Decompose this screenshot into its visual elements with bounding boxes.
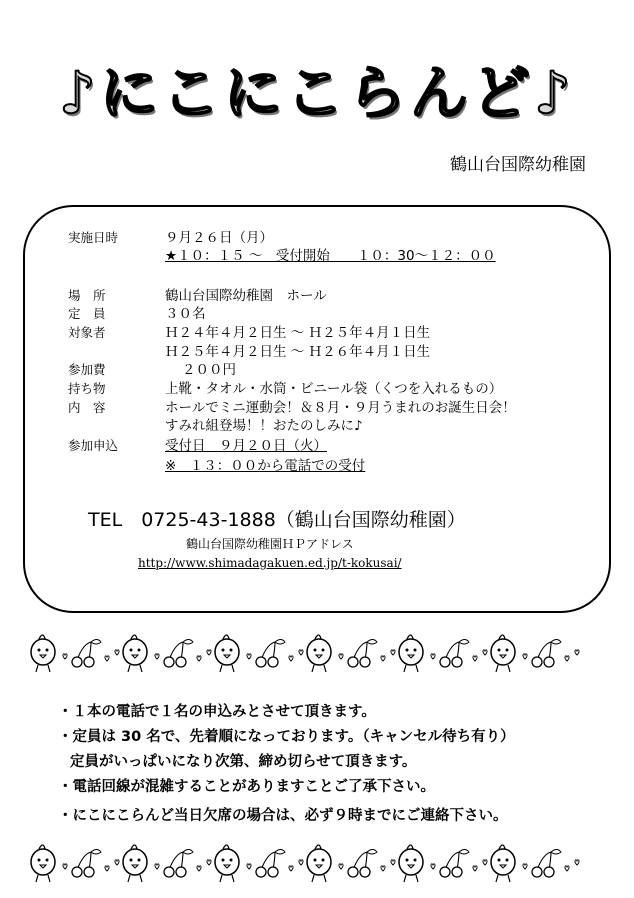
target-value-1: Ｈ２４年４月２日生 ～ Ｈ２５年４月１日生: [165, 325, 431, 341]
heart-icon: [381, 866, 385, 871]
notes-list: [58, 700, 515, 829]
note-item: ・にこにこらんど当日欠席の場合は、必ず９時までにご連絡下さい。: [58, 808, 508, 824]
heart-icon: [483, 860, 487, 865]
cherry-icon: [440, 640, 469, 668]
heart-icon: [105, 866, 109, 871]
heart-icon: [207, 650, 211, 655]
page-title: ♪にこにこらんど♪: [58, 59, 576, 127]
heart-icon: [115, 650, 119, 655]
apply-value-1: 受付日 ９月２０日（火）: [165, 438, 327, 454]
cherry-icon: [348, 640, 377, 668]
heart-icon: [431, 864, 435, 869]
decorative-chick-border-bottom: [25, 842, 615, 886]
heart-icon: [523, 864, 527, 869]
chick-icon: [215, 635, 239, 672]
note-item: 定員がいっぱいになり次第、締め切らせて頂きます。: [70, 754, 417, 770]
chick-icon: [491, 635, 515, 672]
fee-label: 参加費: [68, 362, 106, 377]
date-label: 実施日時: [68, 230, 119, 245]
homepage-url[interactable]: http://www.shimadagakuen.ed.jp/t-kokusai/: [138, 556, 402, 570]
heart-icon: [115, 860, 119, 865]
apply-value-2: ※ １３：００から電話での受付: [165, 458, 366, 474]
cherry-icon: [256, 850, 285, 878]
chick-icon: [215, 845, 239, 882]
heart-icon: [247, 654, 251, 659]
note-item: ・１本の電話で１名の申込みとさせて頂きます。: [58, 704, 376, 720]
heart-icon: [431, 654, 435, 659]
note-item: ・定員は 30 名で、先着順になっております。（キャンセル待ち有り）: [58, 729, 515, 745]
cherry-icon: [256, 640, 285, 668]
heart-icon: [391, 860, 395, 865]
cherry-icon: [532, 640, 561, 668]
telephone-number: TEL 0725-43-1888（鶴山台国際幼稚園）: [88, 509, 466, 531]
heart-icon: [197, 656, 201, 661]
target-label: 対象者: [68, 325, 106, 340]
heart-icon: [289, 656, 293, 661]
heart-icon: [247, 864, 251, 869]
heart-icon: [299, 650, 303, 655]
cherry-icon: [72, 850, 101, 878]
heart-icon: [63, 654, 67, 659]
chick-icon: [307, 845, 331, 882]
homepage-label: 鶴山台国際幼稚園ＨＰアドレス: [186, 537, 354, 551]
items-label: 持ち物: [68, 381, 106, 396]
cherry-icon: [164, 850, 193, 878]
place-label: 場 所: [68, 288, 106, 303]
heart-icon: [197, 866, 201, 871]
heart-icon: [339, 864, 343, 869]
heart-icon: [63, 864, 67, 869]
heart-icon: [575, 860, 579, 865]
date-value: ９月２６日（月）: [165, 230, 273, 246]
chick-icon: [399, 635, 423, 672]
heart-icon: [339, 654, 343, 659]
heart-icon: [575, 650, 579, 655]
heart-icon: [207, 860, 211, 865]
decorative-chick-border-top: [25, 632, 615, 676]
content-value-2: すみれ組登場！！おたのしみに♪: [165, 418, 363, 434]
heart-icon: [289, 866, 293, 871]
content-label: 内 容: [68, 400, 106, 415]
heart-icon: [523, 654, 527, 659]
heart-icon: [483, 650, 487, 655]
cherry-icon: [348, 850, 377, 878]
cherry-icon: [72, 640, 101, 668]
chick-icon: [123, 845, 147, 882]
heart-icon: [473, 656, 477, 661]
chick-icon: [31, 635, 55, 672]
chick-icon: [307, 635, 331, 672]
heart-icon: [299, 860, 303, 865]
chick-icon: [399, 845, 423, 882]
cherry-icon: [532, 850, 561, 878]
chick-icon: [491, 845, 515, 882]
heart-icon: [381, 656, 385, 661]
capacity-value: ３０名: [165, 306, 206, 322]
heart-icon: [565, 866, 569, 871]
content-value-1: ホールでミニ運動会！＆８月・９月うまれのお誕生日会！: [165, 400, 516, 416]
heart-icon: [105, 656, 109, 661]
time-value: ★１０：１５ ～ 受付開始 １０：30～１２：００: [165, 248, 496, 264]
items-value: 上靴・タオル・水筒・ビニール袋（くつを入れるもの）: [165, 381, 503, 397]
cherry-icon: [440, 850, 469, 878]
cherry-icon: [164, 640, 193, 668]
target-value-2: Ｈ２５年４月２日生 ～ Ｈ２６年４月１日生: [165, 344, 431, 360]
heart-icon: [155, 654, 159, 659]
capacity-label: 定 員: [68, 306, 106, 321]
organization-name: 鶴山台国際幼稚園: [450, 155, 586, 175]
fee-value: ２００円: [182, 362, 236, 378]
chick-icon: [123, 635, 147, 672]
note-item: ・電話回線が混雑することがありますことご了承下さい。: [58, 779, 435, 795]
apply-label: 参加申込: [68, 438, 119, 453]
heart-icon: [565, 656, 569, 661]
heart-icon: [473, 866, 477, 871]
heart-icon: [391, 650, 395, 655]
chick-icon: [31, 845, 55, 882]
heart-icon: [155, 864, 159, 869]
place-value: 鶴山台国際幼稚園 ホール: [165, 288, 327, 304]
